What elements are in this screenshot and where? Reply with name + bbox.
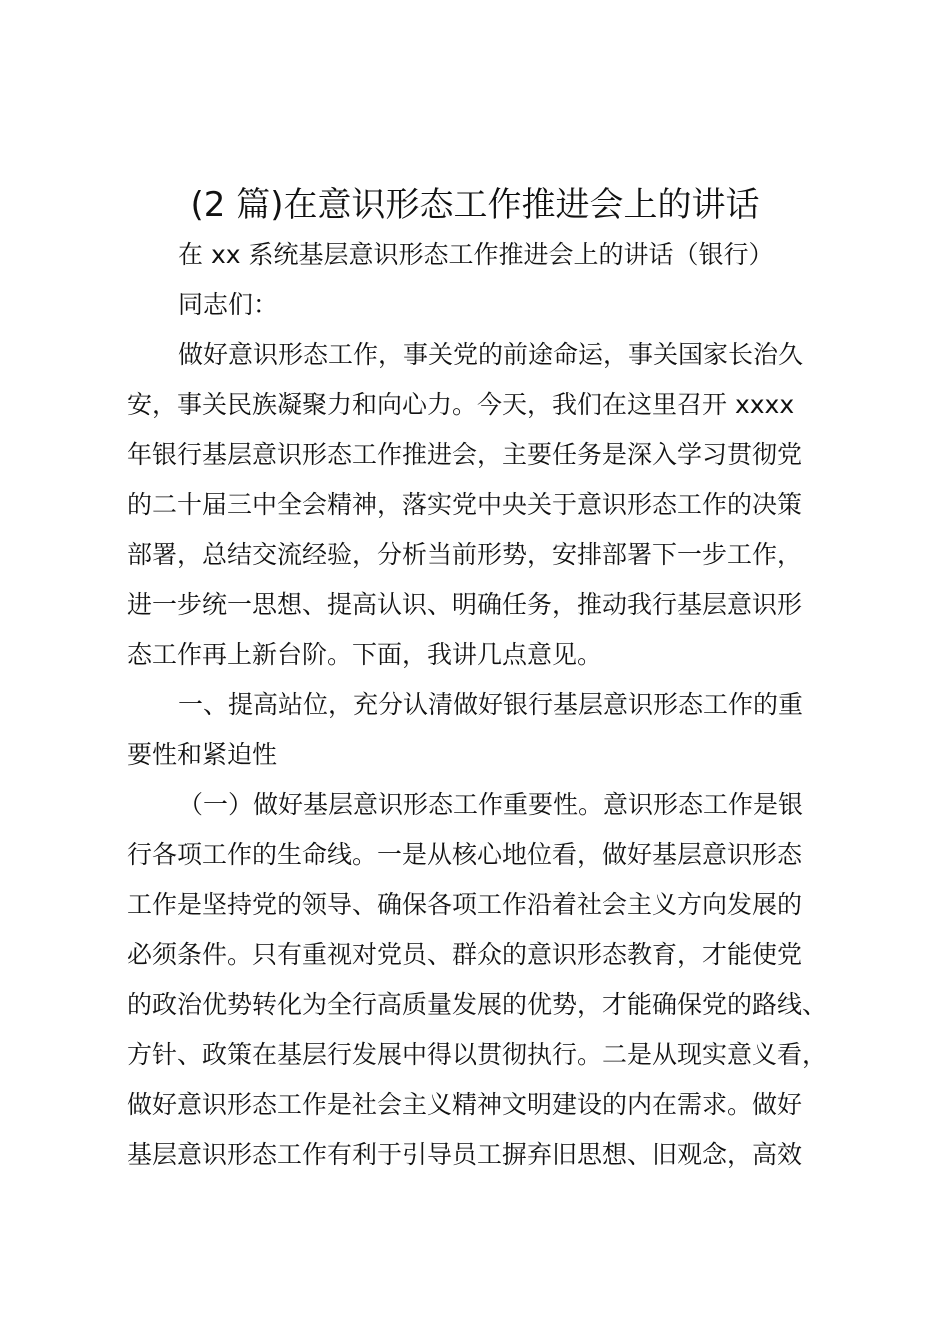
paragraph-line: 的政治优势转化为全行高质量发展的优势，才能确保党的路线、 [127,990,828,1019]
paragraph-line: 做好意识形态工作是社会主义精神文明建设的内在需求。做好 [127,1090,803,1119]
paragraph-line: 工作是坚持党的领导、确保各项工作沿着社会主义方向发展的 [127,890,803,919]
paragraph-line: 方针、政策在基层行发展中得以贯彻执行。二是从现实意义看， [127,1040,828,1069]
paragraph-line: （一）做好基层意识形态工作重要性。意识形态工作是银 [178,790,804,819]
paragraph-line: 态工作再上新台阶。下面，我讲几点意见。 [127,640,603,669]
paragraph-line: 安，事关民族凝聚力和向心力。今天，我们在这里召开 xxxx [127,390,795,419]
paragraph-line: 年银行基层意识形态工作推进会，主要任务是深入学习贯彻党 [127,440,803,469]
paragraph-line: 基层意识形态工作有利于引导员工摒弃旧思想、旧观念，高效 [127,1140,803,1169]
document-subtitle: 在 xx 系统基层意识形态工作推进会上的讲话（银行） [178,240,774,269]
section-heading: 要性和紧迫性 [127,740,278,769]
paragraph-line: 的二十届三中全会精神，落实党中央关于意识形态工作的决策 [127,490,803,519]
paragraph-line: 必须条件。只有重视对党员、群众的意识形态教育，才能使党 [127,940,803,969]
section-heading: 一、提高站位，充分认清做好银行基层意识形态工作的重 [178,690,804,719]
document-title: (2 篇)在意识形态工作推进会上的讲话 [190,185,760,225]
paragraph-line: 行各项工作的生命线。一是从核心地位看，做好基层意识形态 [127,840,803,869]
paragraph-line: 做好意识形态工作，事关党的前途命运，事关国家长治久 [178,340,804,369]
greeting: 同志们： [178,290,279,319]
paragraph-line: 部署，总结交流经验，分析当前形势，安排部署下一步工作， [127,540,803,569]
paragraph-line: 进一步统一思想、提高认识、明确任务，推动我行基层意识形 [127,590,803,619]
